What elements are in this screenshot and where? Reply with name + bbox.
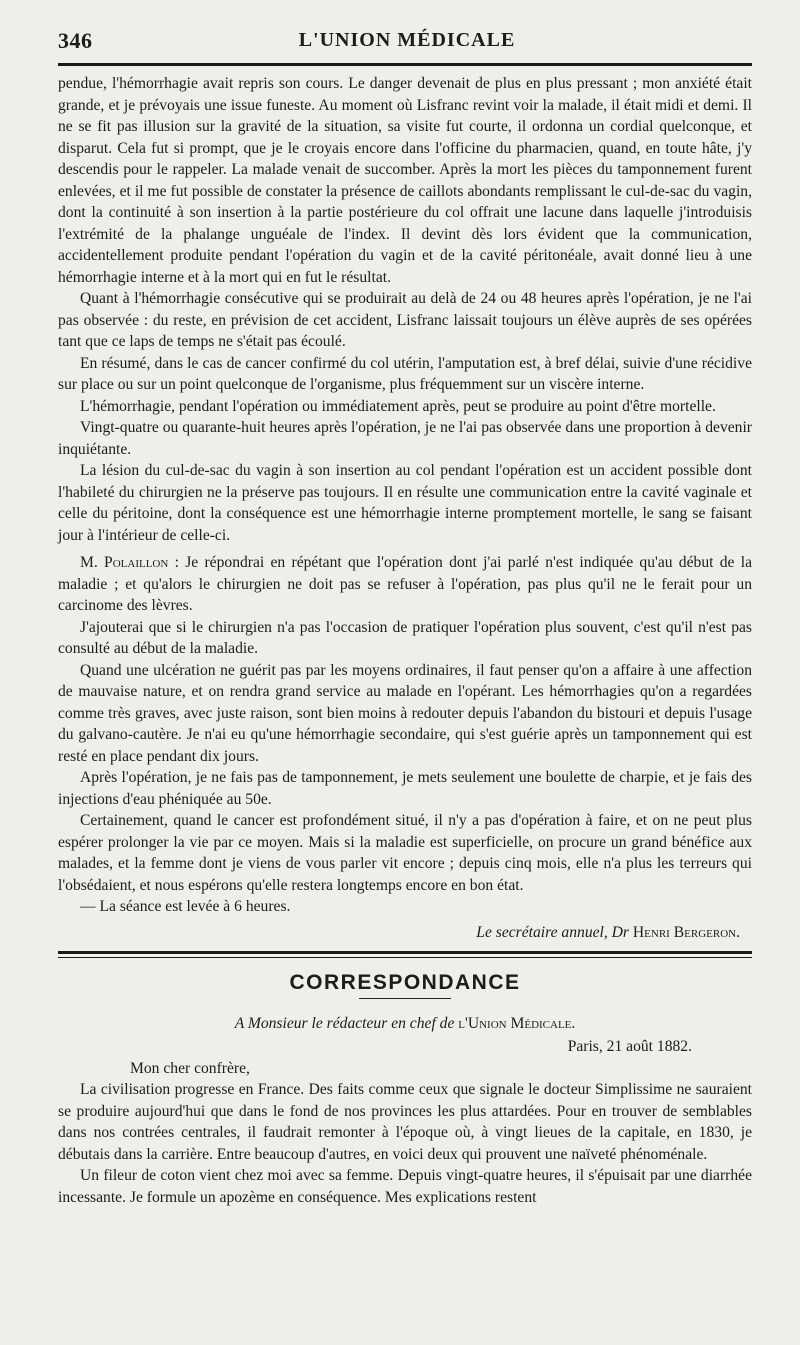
- paragraph: Quand une ulcération ne guérit pas par les moyens ordinaires, il faut penser qu'on a affaire à une affection de mauvaise nature, et on rendra grand service au malade en l'opérant. Les hémorrhagies qu'on a regardées comme très graves, avec juste raison, sont bien moins à redouter depuis l'abandon du bistouri et depuis l'usage du galvano-cautère. Je n'ai eu qu'une hémorrhagie secondaire, qui s'est guérie après un tamponnement qui est resté en place pendant dix jours.: [58, 661, 752, 765]
- speaker-name: Polaillon: [104, 554, 169, 571]
- signature-title: Dr: [611, 923, 630, 941]
- paragraph: L'hémorrhagie, pendant l'opération ou immédiatement après, peut se produire au point d'être mortelle.: [80, 397, 716, 415]
- page-header: [58, 28, 756, 62]
- paragraph: Certainement, quand le cancer est profondément situé, il n'y a pas d'opération à faire, et on ne peut plus espérer prolonger la vie par ce moyen. Mais si la maladie est superficielle, on procure un grand bénéfice aux malades, et la femme dont je viens de vous parler vit encore ; depuis cinq mois, elle n'a plus les terreurs qui l'obsédaient, et nous espérons qu'elle restera longtemps encore en bon état.: [58, 812, 752, 894]
- paragraph: En résumé, dans le cas de cancer confirmé du col utérin, l'amputation est, à bref délai, suivie d'une récidive sur place ou sur un point quelconque de l'organisme, plus fréquemment sur un viscère interne.: [58, 354, 752, 393]
- speaker-text: : Je répondrai en répétant que l'opération dont j'ai parlé n'est indiquée qu'au début de la maladie ; et qu'alors le chirurgien ne doit pas se refuser à l'opération, pas plus qu'il ne le ferait pour un carcinome des lèvres.: [58, 554, 752, 614]
- paragraph: Vingt-quatre ou quarante-huit heures après l'opération, je ne l'ai pas observée dans une proportion à devenir inquiétante.: [58, 419, 752, 458]
- header-rule: [58, 63, 752, 66]
- letter-dateline: Paris, 21 août 1882.: [567, 1038, 692, 1055]
- addressee-journal: l'Union Médicale.: [458, 1014, 576, 1032]
- paragraph: J'ajouterai que si le chirurgien n'a pas l'occasion de pratiquer l'opération plus souvent, c'est qu'il n'est pas consulté au début de la maladie.: [58, 618, 752, 657]
- paragraph: pendue, l'hémorrhagie avait repris son cours. Le danger devenait de plus en plus pressant ; mon anxiété était grande, et je prévoyais une issue funeste. Au moment où Lisfranc revint voir la malade, il était midi et demi. Il ne se fit pas illusion sur la gravité de la situation, sa visite fut courte, il ordonna un cordial quelconque, et disparut. Cela fut si prompt, que je le croyais encore dans l'officine du pharmacien, quand, en toute hâte, j'y descendis pour le rappeler. La malade venait de succomber. Après la mort les pièces du tamponnement furent enlevées, et il me fut possible de constater la présence de caillots abondants remplissant le cul-de-sac du vagin, dont la continuité à son insertion à la partie postérieure du col offrait une lacune dans laquelle j'introduisis l'extrémité de la phalange unguéale de l'index. Il devint dès lors évident que la communication, accidentellement produite pendant l'opération du vagin et de la cavité péritonéale, avait donné lieu à une hémorrhagie interne et à la mort qui en fut le résultat.: [58, 75, 752, 286]
- closing-line: — La séance est levée à 6 heures.: [80, 898, 291, 915]
- addressee-line: [58, 1013, 752, 1035]
- paragraph: Quant à l'hémorrhagie consécutive qui se produirait au delà de 24 ou 48 heures après l'opération, je ne l'ai pas observée : du reste, en prévision de cet accident, Lisfranc laissait toujours un élève auprès de ses opérées tant que ce laps de temps ne s'était pas écoulé.: [58, 290, 752, 350]
- running-title: L'UNION MÉDICALE: [298, 29, 516, 51]
- paragraph: Après l'opération, je ne fais pas de tamponnement, je mets seulement une boulette de charpie, et je fais des injections d'eau phéniquée au 50e.: [58, 769, 752, 808]
- section-divider: [58, 951, 752, 958]
- letter-paragraph: Un fileur de coton vient chez moi avec sa femme. Depuis vingt-quatre heures, il s'épuisait par une diarrhée incessante. Je formule un apozème en conséquence. Mes explications restent: [58, 1167, 752, 1206]
- section-heading: CORRESPONDANCE: [289, 971, 521, 994]
- signature-role: Le secrétaire annuel,: [476, 923, 612, 941]
- article-body: [58, 73, 752, 1208]
- page-number: 346: [58, 28, 93, 53]
- signature: [58, 922, 752, 944]
- letter-salutation: Mon cher confrère,: [130, 1059, 250, 1077]
- heading-underline: [359, 998, 451, 999]
- paragraph: La lésion du cul-de-sac du vagin à son insertion au col pendant l'opération est un accident possible dont l'habileté du chirurgien ne la préserve pas toujours. Il en résulte une communication entre la cavité vaginale et celle du péritoine, dont la conséquence est une hémorrhagie interne promptement mortelle, le sang se faisant jour à l'intérieur de celle-ci.: [58, 462, 752, 544]
- addressee-prefix: A Monsieur le rédacteur en chef de: [234, 1014, 459, 1032]
- speaker-prefix: M.: [80, 554, 105, 571]
- signature-name: Henri Bergeron.: [632, 923, 740, 941]
- polaillon-paragraph: [58, 552, 752, 617]
- letter-paragraph: La civilisation progresse en France. Des faits comme ceux que signale le docteur Simplissime ne sauraient se produire aujourd'hui que dans le fond de nos provinces les plus attardées. Pour en trouver de semblables dans nos contrées centrales, il faudrait remonter à l'époque où, à vingt lieues de la capitale, en 1830, je débutais dans la carrière. Entre beaucoup d'autres, en voici deux qui prouvent une naïveté phénoménale.: [58, 1081, 752, 1163]
